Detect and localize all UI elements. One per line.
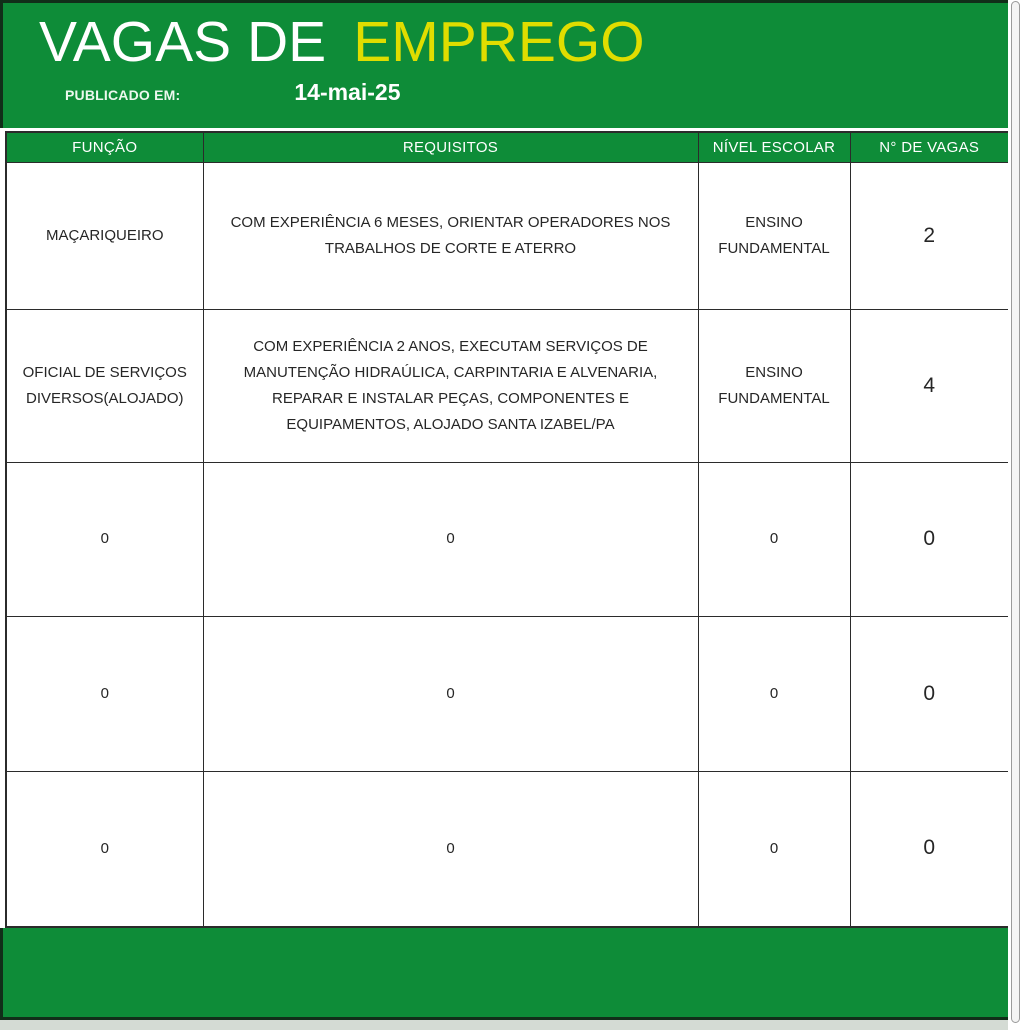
header-banner <box>0 0 1008 128</box>
published-row <box>3 79 1008 106</box>
scrollbar-gutter <box>1008 0 1024 1024</box>
cell-nivel: ENSINO FUNDAMENTAL <box>698 310 850 463</box>
column-header-requisitos: REQUISITOS <box>203 132 698 163</box>
cell-funcao: OFICIAL DE SERVIÇOS DIVERSOS(ALOJADO) <box>6 310 203 463</box>
cell-funcao: 0 <box>6 463 203 617</box>
footer-banner <box>0 928 1008 1020</box>
page-title-row <box>39 10 1008 74</box>
table-row <box>6 310 1009 463</box>
cell-vagas: 4 <box>850 310 1009 463</box>
column-header-nivel-escolar: NÍVEL ESCOLAR <box>698 132 850 163</box>
vacancies-table <box>5 131 1010 928</box>
cell-nivel: ENSINO FUNDAMENTAL <box>698 163 850 310</box>
cell-vagas: 2 <box>850 163 1009 310</box>
cell-funcao: 0 <box>6 772 203 927</box>
cell-requisitos: 0 <box>203 617 698 772</box>
cell-nivel: 0 <box>698 772 850 927</box>
table-body <box>6 163 1009 927</box>
column-header-n-de-vagas: N° DE VAGAS <box>850 132 1009 163</box>
page-title: VAGAS DE <box>39 10 327 74</box>
cell-vagas: 0 <box>850 772 1009 927</box>
published-date: 14-mai-25 <box>294 79 401 105</box>
table-row <box>6 463 1009 617</box>
table-row <box>6 772 1009 927</box>
cell-requisitos: 0 <box>203 772 698 927</box>
table-header-row <box>6 132 1009 163</box>
table-row <box>6 163 1009 310</box>
page-title-highlight: EMPREGO <box>353 10 645 74</box>
page-bottom-strip <box>0 1020 1008 1030</box>
table-row <box>6 617 1009 772</box>
cell-vagas: 0 <box>850 463 1009 617</box>
table-header <box>6 132 1009 163</box>
cell-requisitos: COM EXPERIÊNCIA 2 ANOS, EXECUTAM SERVIÇOS DE MANUTENÇÃO HIDRAÚLICA, CARPINTARIA E ALVENARIA, REPARAR E INSTALAR PEÇAS, COMPONENTES E EQUIPAMENTOS, ALOJADO SANTA IZABEL/PA <box>203 310 698 463</box>
scrollbar[interactable] <box>1011 1 1020 1023</box>
cell-requisitos: 0 <box>203 463 698 617</box>
cell-requisitos: COM EXPERIÊNCIA 6 MESES, ORIENTAR OPERADORES NOS TRABALHOS DE CORTE E ATERRO <box>203 163 698 310</box>
published-label: PUBLICADO EM: <box>65 87 181 103</box>
cell-vagas: 0 <box>850 617 1009 772</box>
cell-funcao: MAÇARIQUEIRO <box>6 163 203 310</box>
cell-nivel: 0 <box>698 463 850 617</box>
cell-nivel: 0 <box>698 617 850 772</box>
cell-funcao: 0 <box>6 617 203 772</box>
column-header-funcao: FUNÇÃO <box>6 132 203 163</box>
